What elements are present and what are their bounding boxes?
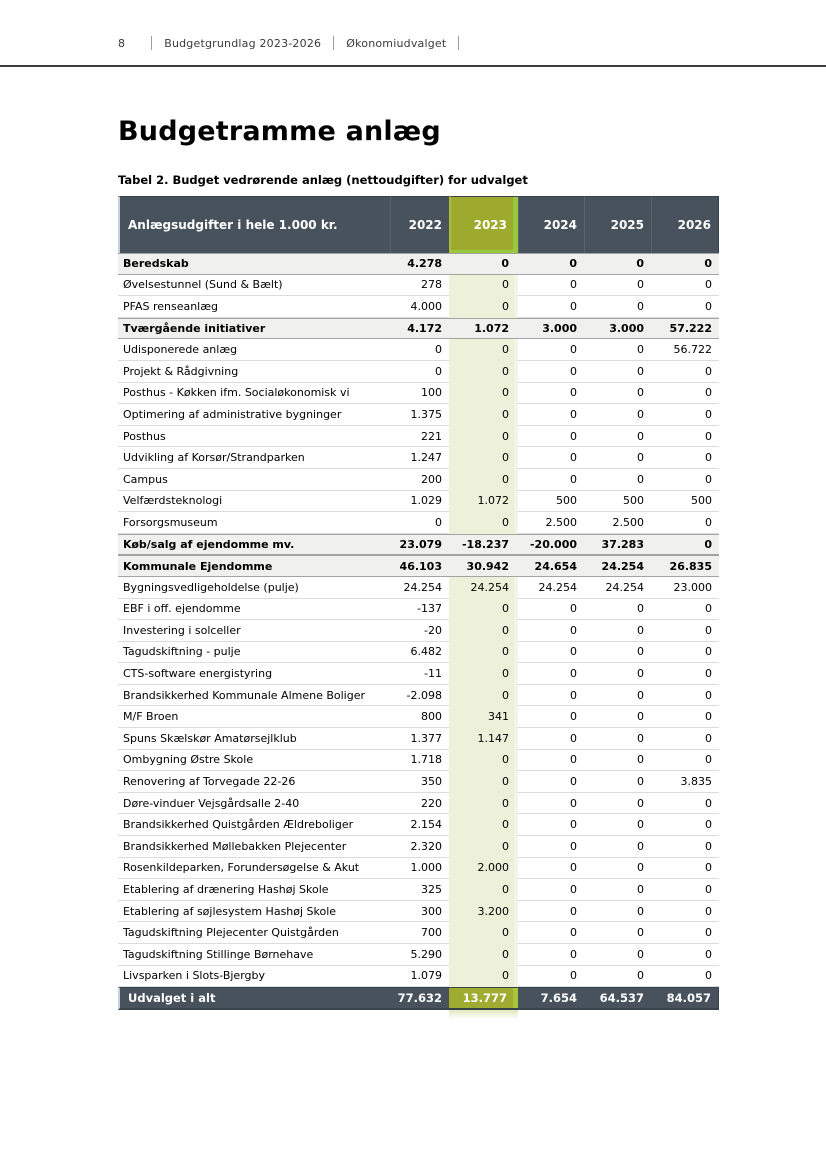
cell-2023: 0 xyxy=(449,296,518,318)
table-row xyxy=(118,836,719,858)
cell-2023: 0 xyxy=(449,966,518,988)
cell-2025: 0 xyxy=(584,706,651,728)
cell-2023: 0 xyxy=(449,793,518,815)
cell-2023: 0 xyxy=(449,642,518,664)
budget-table xyxy=(118,196,719,1010)
total-2026: 84.057 xyxy=(651,987,719,1010)
section-row xyxy=(118,318,719,340)
cell-2026: 0 xyxy=(651,944,719,966)
cell-2024: 0 xyxy=(518,663,584,685)
cell-2022: 6.482 xyxy=(390,642,449,664)
cell-2025: 0 xyxy=(584,966,651,988)
cell-2024: 0 xyxy=(518,599,584,621)
cell-2025: 0 xyxy=(584,944,651,966)
column-header-label: Anlægsudgifter i hele 1.000 kr. xyxy=(118,196,390,253)
cell-2022: -2.098 xyxy=(390,685,449,707)
cell-2022: 4.000 xyxy=(390,296,449,318)
row-label: Øvelsestunnel (Sund & Bælt) xyxy=(118,275,390,297)
cell-2023: 0 xyxy=(449,469,518,491)
cell-2023: 0 xyxy=(449,447,518,469)
table-row xyxy=(118,426,719,448)
cell-2023: 0 xyxy=(449,685,518,707)
cell-2022: 1.079 xyxy=(390,966,449,988)
cell-2024: 0 xyxy=(518,879,584,901)
cell-2026: 0 xyxy=(651,404,719,426)
row-label: Rosenkildeparken, Forundersøgelse & Akut xyxy=(118,858,390,880)
cell-2026: 0 xyxy=(651,922,719,944)
cell-2024: 0 xyxy=(518,750,584,772)
cell-2022: 1.718 xyxy=(390,750,449,772)
cell-2022: 23.079 xyxy=(390,534,449,556)
table-row xyxy=(118,512,719,534)
cell-2024: 24.254 xyxy=(518,577,584,599)
row-label: Projekt & Rådgivning xyxy=(118,361,390,383)
cell-2025: 0 xyxy=(584,469,651,491)
cell-2022: 0 xyxy=(390,339,449,361)
cell-2024: 500 xyxy=(518,491,584,513)
cell-2022: 24.254 xyxy=(390,577,449,599)
cell-2022: 200 xyxy=(390,469,449,491)
table-row xyxy=(118,901,719,923)
cell-2022: -137 xyxy=(390,599,449,621)
cell-2025: 0 xyxy=(584,447,651,469)
row-label: Udvikling af Korsør/Strandparken xyxy=(118,447,390,469)
cell-2025: 2.500 xyxy=(584,512,651,534)
cell-2022: 4.172 xyxy=(390,318,449,340)
row-label: EBF i off. ejendomme xyxy=(118,599,390,621)
cell-2025: 0 xyxy=(584,383,651,405)
cell-2024: 0 xyxy=(518,469,584,491)
cell-2026: 0 xyxy=(651,814,719,836)
row-label: Tagudskiftning Stillinge Børnehave xyxy=(118,944,390,966)
row-label: Beredskab xyxy=(118,253,390,275)
cell-2025: 0 xyxy=(584,253,651,275)
row-label: PFAS renseanlæg xyxy=(118,296,390,318)
cell-2026: 0 xyxy=(651,793,719,815)
row-label: Brandsikkerhed Quistgården Ældreboliger xyxy=(118,814,390,836)
cell-2023: 0 xyxy=(449,879,518,901)
cell-2024: 0 xyxy=(518,966,584,988)
table-row xyxy=(118,577,719,599)
cell-2024: 0 xyxy=(518,858,584,880)
total-2025: 64.537 xyxy=(584,987,651,1010)
cell-2023: 1.072 xyxy=(449,491,518,513)
cell-2024: 0 xyxy=(518,404,584,426)
cell-2025: 0 xyxy=(584,901,651,923)
cell-2023: 0 xyxy=(449,426,518,448)
cell-2022: 1.000 xyxy=(390,858,449,880)
cell-2023: 24.254 xyxy=(449,577,518,599)
cell-2026: 0 xyxy=(651,383,719,405)
cell-2026: 0 xyxy=(651,275,719,297)
row-label: Posthus - Køkken ifm. Socialøkonomisk vi xyxy=(118,383,390,405)
cell-2026: 0 xyxy=(651,685,719,707)
page-title: Budgetramme anlæg xyxy=(118,116,441,147)
cell-2024: 0 xyxy=(518,944,584,966)
cell-2022: 278 xyxy=(390,275,449,297)
cell-2025: 24.254 xyxy=(584,555,651,577)
cell-2023: 0 xyxy=(449,383,518,405)
cell-2025: 0 xyxy=(584,642,651,664)
table-body xyxy=(118,253,719,987)
section-row xyxy=(118,253,719,275)
cell-2023: 3.200 xyxy=(449,901,518,923)
cell-2025: 0 xyxy=(584,793,651,815)
cell-2026: 0 xyxy=(651,599,719,621)
row-label: Bygningsvedligeholdelse (pulje) xyxy=(118,577,390,599)
cell-2025: 3.000 xyxy=(584,318,651,340)
cell-2026: 0 xyxy=(651,836,719,858)
table-row xyxy=(118,944,719,966)
table-row xyxy=(118,814,719,836)
green-column-tail xyxy=(449,1010,518,1019)
cell-2024: 0 xyxy=(518,642,584,664)
table-caption: Tabel 2. Budget vedrørende anlæg (nettoudgifter) for udvalget xyxy=(118,173,528,187)
cell-2023: 0 xyxy=(449,771,518,793)
cell-2022: 0 xyxy=(390,512,449,534)
section-row xyxy=(118,555,719,577)
row-label: Velfærdsteknologi xyxy=(118,491,390,513)
cell-2025: 0 xyxy=(584,426,651,448)
cell-2023: 0 xyxy=(449,836,518,858)
row-label: CTS-software energistyring xyxy=(118,663,390,685)
row-label: Etablering af søjlesystem Hashøj Skole xyxy=(118,901,390,923)
cell-2023: 0 xyxy=(449,361,518,383)
cell-2023: -18.237 xyxy=(449,534,518,556)
cell-2022: 1.377 xyxy=(390,728,449,750)
row-label: Livsparken i Slots-Bjergby xyxy=(118,966,390,988)
column-header-2026: 2026 xyxy=(651,196,719,253)
cell-2023: 0 xyxy=(449,814,518,836)
cell-2025: 0 xyxy=(584,296,651,318)
cell-2025: 0 xyxy=(584,404,651,426)
cell-2026: 26.835 xyxy=(651,555,719,577)
separator-bar xyxy=(458,36,459,50)
column-header-2025: 2025 xyxy=(584,196,651,253)
table-footer xyxy=(118,987,719,1010)
row-label: Ombygning Østre Skole xyxy=(118,750,390,772)
row-label: Udisponerede anlæg xyxy=(118,339,390,361)
page-header xyxy=(118,36,459,50)
cell-2022: 4.278 xyxy=(390,253,449,275)
cell-2022: 2.320 xyxy=(390,836,449,858)
cell-2026: 0 xyxy=(651,663,719,685)
table-row xyxy=(118,685,719,707)
cell-2025: 0 xyxy=(584,275,651,297)
table-row xyxy=(118,966,719,988)
cell-2022: 0 xyxy=(390,361,449,383)
table-row xyxy=(118,858,719,880)
table-row xyxy=(118,879,719,901)
cell-2025: 0 xyxy=(584,728,651,750)
separator-bar xyxy=(151,36,152,50)
separator-bar xyxy=(333,36,334,50)
cell-2024: 0 xyxy=(518,296,584,318)
cell-2026: 0 xyxy=(651,879,719,901)
cell-2024: 0 xyxy=(518,620,584,642)
table-row xyxy=(118,383,719,405)
row-label: Optimering af administrative bygninger xyxy=(118,404,390,426)
cell-2024: -20.000 xyxy=(518,534,584,556)
table-header xyxy=(118,196,719,253)
total-2022: 77.632 xyxy=(390,987,449,1010)
cell-2025: 0 xyxy=(584,814,651,836)
row-label: Køb/salg af ejendomme mv. xyxy=(118,534,390,556)
table-row xyxy=(118,728,719,750)
total-2023-highlighted: 13.777 xyxy=(449,987,518,1010)
cell-2026: 3.835 xyxy=(651,771,719,793)
cell-2022: 46.103 xyxy=(390,555,449,577)
cell-2026: 0 xyxy=(651,620,719,642)
cell-2026: 0 xyxy=(651,426,719,448)
cell-2026: 0 xyxy=(651,728,719,750)
committee-name: Økonomiudvalget xyxy=(346,36,447,50)
cell-2024: 0 xyxy=(518,685,584,707)
cell-2024: 0 xyxy=(518,447,584,469)
cell-2026: 0 xyxy=(651,469,719,491)
cell-2022: 100 xyxy=(390,383,449,405)
cell-2022: 1.029 xyxy=(390,491,449,513)
total-row-label: Udvalget i alt xyxy=(118,987,390,1010)
cell-2022: 2.154 xyxy=(390,814,449,836)
table-row xyxy=(118,663,719,685)
row-label: Kommunale Ejendomme xyxy=(118,555,390,577)
cell-2025: 0 xyxy=(584,922,651,944)
cell-2025: 0 xyxy=(584,771,651,793)
cell-2026: 0 xyxy=(651,642,719,664)
row-label: Renovering af Torvegade 22-26 xyxy=(118,771,390,793)
cell-2024: 0 xyxy=(518,275,584,297)
cell-2023: 0 xyxy=(449,663,518,685)
cell-2023: 30.942 xyxy=(449,555,518,577)
cell-2024: 3.000 xyxy=(518,318,584,340)
table-row xyxy=(118,296,719,318)
header-rule xyxy=(0,65,826,67)
row-label: Posthus xyxy=(118,426,390,448)
cell-2025: 0 xyxy=(584,620,651,642)
table-row xyxy=(118,404,719,426)
row-label: Spuns Skælskør Amatørsejlklub xyxy=(118,728,390,750)
cell-2025: 0 xyxy=(584,663,651,685)
cell-2022: 350 xyxy=(390,771,449,793)
table-row xyxy=(118,469,719,491)
cell-2026: 0 xyxy=(651,966,719,988)
table-row xyxy=(118,750,719,772)
row-label: Brandsikkerhed Møllebakken Plejecenter xyxy=(118,836,390,858)
row-label: Brandsikkerhed Kommunale Almene Boliger xyxy=(118,685,390,707)
table-row xyxy=(118,275,719,297)
cell-2026: 0 xyxy=(651,750,719,772)
row-label: Døre-vinduer Vejsgårdsalle 2-40 xyxy=(118,793,390,815)
cell-2023: 0 xyxy=(449,253,518,275)
document-title: Budgetgrundlag 2023-2026 xyxy=(164,36,322,50)
cell-2025: 0 xyxy=(584,599,651,621)
page-number: 8 xyxy=(118,36,126,50)
cell-2022: 220 xyxy=(390,793,449,815)
cell-2026: 0 xyxy=(651,706,719,728)
cell-2023: 0 xyxy=(449,922,518,944)
cell-2025: 0 xyxy=(584,836,651,858)
cell-2026: 0 xyxy=(651,512,719,534)
cell-2024: 0 xyxy=(518,383,584,405)
cell-2026: 0 xyxy=(651,296,719,318)
cell-2024: 0 xyxy=(518,922,584,944)
cell-2024: 0 xyxy=(518,426,584,448)
column-header-2023-highlighted: 2023 xyxy=(449,196,518,253)
cell-2024: 0 xyxy=(518,361,584,383)
cell-2025: 0 xyxy=(584,858,651,880)
cell-2022: 800 xyxy=(390,706,449,728)
cell-2022: 700 xyxy=(390,922,449,944)
row-label: Campus xyxy=(118,469,390,491)
row-label: Tagudskiftning Plejecenter Quistgården xyxy=(118,922,390,944)
cell-2025: 37.283 xyxy=(584,534,651,556)
table-row xyxy=(118,620,719,642)
cell-2023: 2.000 xyxy=(449,858,518,880)
table-row xyxy=(118,642,719,664)
cell-2023: 0 xyxy=(449,404,518,426)
cell-2022: 300 xyxy=(390,901,449,923)
cell-2025: 0 xyxy=(584,750,651,772)
table-row xyxy=(118,706,719,728)
cell-2024: 0 xyxy=(518,706,584,728)
row-label: M/F Broen xyxy=(118,706,390,728)
table-row xyxy=(118,599,719,621)
cell-2023: 0 xyxy=(449,339,518,361)
cell-2023: 1.147 xyxy=(449,728,518,750)
column-header-2024: 2024 xyxy=(518,196,584,253)
row-label: Tagudskiftning - pulje xyxy=(118,642,390,664)
row-label: Etablering af drænering Hashøj Skole xyxy=(118,879,390,901)
cell-2024: 0 xyxy=(518,339,584,361)
cell-2025: 0 xyxy=(584,685,651,707)
cell-2024: 0 xyxy=(518,771,584,793)
cell-2022: 325 xyxy=(390,879,449,901)
table-row xyxy=(118,922,719,944)
cell-2024: 0 xyxy=(518,728,584,750)
table-row xyxy=(118,491,719,513)
cell-2025: 0 xyxy=(584,339,651,361)
cell-2026: 0 xyxy=(651,534,719,556)
cell-2026: 0 xyxy=(651,901,719,923)
cell-2024: 0 xyxy=(518,814,584,836)
cell-2026: 500 xyxy=(651,491,719,513)
cell-2026: 0 xyxy=(651,361,719,383)
cell-2026: 57.222 xyxy=(651,318,719,340)
cell-2023: 0 xyxy=(449,275,518,297)
cell-2023: 0 xyxy=(449,620,518,642)
cell-2024: 0 xyxy=(518,836,584,858)
cell-2023: 341 xyxy=(449,706,518,728)
table-row xyxy=(118,447,719,469)
cell-2022: 1.247 xyxy=(390,447,449,469)
cell-2026: 0 xyxy=(651,253,719,275)
table-row xyxy=(118,793,719,815)
table-row xyxy=(118,771,719,793)
cell-2022: 1.375 xyxy=(390,404,449,426)
cell-2025: 24.254 xyxy=(584,577,651,599)
cell-2022: 5.290 xyxy=(390,944,449,966)
cell-2024: 0 xyxy=(518,901,584,923)
cell-2022: 221 xyxy=(390,426,449,448)
column-header-2022: 2022 xyxy=(390,196,449,253)
row-label: Forsorgsmuseum xyxy=(118,512,390,534)
cell-2023: 0 xyxy=(449,599,518,621)
cell-2025: 0 xyxy=(584,361,651,383)
cell-2024: 24.654 xyxy=(518,555,584,577)
cell-2022: -20 xyxy=(390,620,449,642)
total-2024: 7.654 xyxy=(518,987,584,1010)
cell-2026: 23.000 xyxy=(651,577,719,599)
cell-2026: 56.722 xyxy=(651,339,719,361)
cell-2025: 500 xyxy=(584,491,651,513)
row-label: Tværgående initiativer xyxy=(118,318,390,340)
table-row xyxy=(118,361,719,383)
cell-2022: -11 xyxy=(390,663,449,685)
cell-2023: 0 xyxy=(449,512,518,534)
cell-2025: 0 xyxy=(584,879,651,901)
cell-2023: 1.072 xyxy=(449,318,518,340)
cell-2024: 2.500 xyxy=(518,512,584,534)
cell-2024: 0 xyxy=(518,793,584,815)
cell-2026: 0 xyxy=(651,858,719,880)
row-label: Investering i solceller xyxy=(118,620,390,642)
cell-2026: 0 xyxy=(651,447,719,469)
budget-table-wrap xyxy=(118,196,719,1019)
section-row xyxy=(118,534,719,556)
cell-2024: 0 xyxy=(518,253,584,275)
cell-2023: 0 xyxy=(449,944,518,966)
cell-2023: 0 xyxy=(449,750,518,772)
table-row xyxy=(118,339,719,361)
